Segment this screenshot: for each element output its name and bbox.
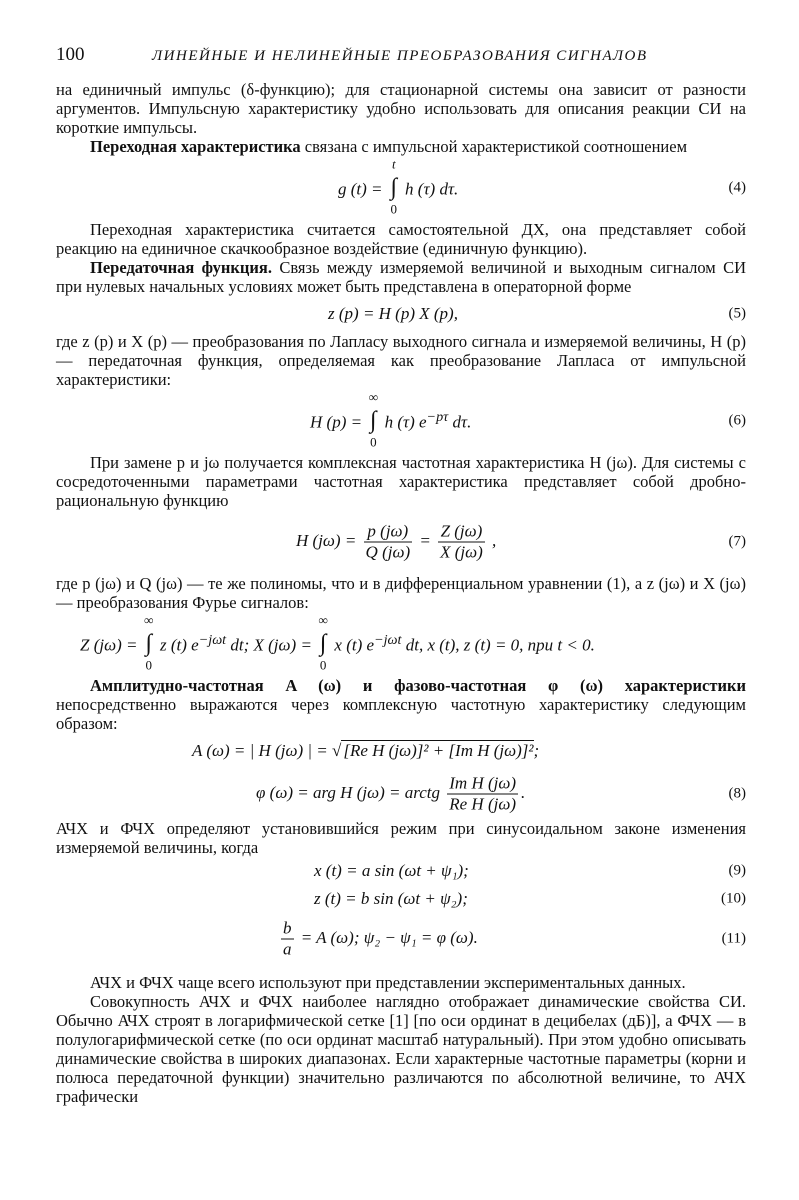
eq11-num: b — [283, 918, 292, 938]
paragraph-4-text: Связь между измеряемой величиной и выходным сигналом СИ при нулевых начальных условиях может быть представлена в операторной форме — [56, 258, 746, 296]
eq6-exponent: −pτ — [426, 408, 449, 425]
eq4-lower-limit: 0 — [390, 201, 398, 217]
equation-number-8: (8) — [728, 785, 746, 802]
eq8-line1: A (ω) = | H (jω) | = √ — [192, 741, 342, 760]
page-header — [56, 40, 746, 80]
eq8-line2: φ (ω) = arg H (jω) = arctg — [256, 782, 445, 802]
fraction — [364, 522, 413, 563]
paragraph-7: где p (jω) и Q (jω) — те же полиномы, что и в дифференциальном уравнении (1), а z (jω) и X (jω) — преобразования Фурье сигналов: — [56, 574, 746, 612]
paragraph-4 — [56, 258, 746, 296]
equation-number-11: (11) — [721, 930, 746, 947]
equation-5 — [56, 296, 746, 332]
eq8-semicolon: ; — [533, 741, 540, 760]
equation-number-6: (6) — [728, 412, 746, 429]
equation-number-10: (10) — [721, 890, 746, 907]
eq10-body: z (t) = b sin (ωt + ψ₂); — [314, 889, 468, 908]
equation-7 — [56, 510, 746, 574]
paragraph-3: Переходная характеристика считается самостоятельной ДХ, она представляет собой реакцию на единичное скачкообразное воздействие (единичную функцию). — [56, 220, 746, 258]
integral-sign: ∞ ∫ 0 — [366, 408, 380, 435]
eqF-e: dt, x (t), z (t) = 0, при t < 0. — [401, 635, 595, 655]
equation-10 — [56, 885, 746, 913]
integral-sign: ∞ ∫ 0 — [142, 631, 156, 658]
eqF-lower-limit-2: 0 — [319, 657, 327, 673]
term-transfer-function: Передаточная функция. — [90, 258, 272, 277]
eqF-c: dt; X (jω) = — [226, 635, 317, 655]
eq7-tail: , — [492, 530, 497, 550]
eq7-lhs: H (jω) = — [296, 530, 361, 550]
paragraph-11: Совокупность АЧХ и ФЧХ наиболее наглядно отображает динамические свойства СИ. Обычно АЧХ строят в логарифмической сетке [1] [по оси ординат в децибелах (дБ)], а ФЧХ — в полулогарифмической сетке (по оси ординат масштаб натуральный). При этом удобно описывать динамические свойства в широких диапазонах. Если характерные частотные параметры (корни и полюса передаточной функции) значительно различаются по абсолютной величине, то АЧХ графически — [56, 992, 746, 1106]
paragraph-5: где z (p) и X (p) — преобразования по Лапласу выходного сигнала и измеряемой величины, H (p) — передаточная функция, определяемая как преобразование Лапласа от импульсной характеристики: — [56, 332, 746, 389]
equation-number-4: (4) — [728, 179, 746, 196]
paragraph-9: АЧХ и ФЧХ определяют установившийся режим при синусоидальном законе изменения измеряемой величины, когда — [56, 819, 746, 857]
paragraph-8 — [56, 676, 746, 733]
equation-number-9: (9) — [728, 862, 746, 879]
eqF-exponent-2: −jωt — [374, 631, 402, 648]
eq9-body: x (t) = a sin (ωt + ψ₁); — [314, 861, 469, 880]
eq8-den: Re H (jω) — [449, 794, 517, 814]
eqF-lower-limit: 0 — [145, 657, 152, 673]
equation-9 — [56, 857, 746, 885]
page-number: 100 — [56, 44, 85, 65]
eq8-radicand: [Re H (jω)]² + [Im H (jω)]² — [343, 741, 534, 760]
paragraph-6: При замене p и jω получается комплексная частотная характеристика H (jω). Для системы с сосредоточенными параметрами частотная характеристика представляет собой дробно-рациональную функцию — [56, 453, 746, 510]
eqF-upper-limit-2: ∞ — [318, 612, 328, 628]
eq6-lower-limit: 0 — [370, 434, 377, 450]
paragraph-2-text: связана с импульсной характеристикой соотношением — [300, 137, 688, 156]
eq7-num1: p (jω) — [364, 522, 413, 543]
eq11-den: a — [283, 939, 292, 959]
paragraph-1: на единичный импульс (δ-функцию); для стационарной системы она зависит от разности аргументов. Импульсную характеристику удобно использовать для описания реакции СИ на короткие импульсы. — [56, 80, 746, 137]
eq8-tail: . — [521, 782, 526, 802]
eq6-lhs: H (p) = — [310, 412, 367, 432]
equation-8-line2 — [56, 769, 746, 819]
integral-sign: ∞ ∫ 0 — [316, 631, 330, 658]
running-title: ЛИНЕЙНЫЕ И НЕЛИНЕЙНЫЕ ПРЕОБРАЗОВАНИЯ СИГНАЛОВ — [152, 48, 648, 64]
eq7-den2: X (jω) — [440, 542, 483, 562]
equation-number-7: (7) — [728, 533, 746, 550]
equation-8-line1 — [56, 733, 746, 769]
eq7-mid: = — [419, 530, 436, 550]
eq7-num2: Z (jω) — [438, 522, 485, 543]
eqF-d: x (t) e — [334, 635, 375, 655]
fraction — [438, 522, 485, 563]
eq6-tail: dτ. — [448, 412, 472, 432]
eqF-upper-limit: ∞ — [144, 612, 154, 628]
eq6-upper-limit: ∞ — [368, 389, 378, 405]
fraction — [281, 919, 294, 960]
fraction — [447, 774, 518, 815]
page — [56, 40, 746, 1106]
paragraph-10: АЧХ и ФЧХ чаще всего используют при представлении экспериментальных данных. — [90, 973, 686, 992]
paragraph-2 — [56, 137, 746, 156]
term-step-response: Переходная характеристика — [90, 137, 301, 156]
eqF-exponent-1: −jωt — [198, 631, 227, 648]
eq4-rhs: h (τ) dτ. — [405, 179, 459, 199]
integral-sign: t ∫ 0 — [387, 175, 401, 202]
eq6-rhs: h (τ) e — [384, 412, 427, 432]
equation-11 — [56, 913, 746, 965]
eq7-den1: Q (jω) — [365, 542, 411, 562]
eqF-a: Z (jω) = — [80, 635, 142, 655]
eq4-upper-limit: t — [391, 156, 396, 172]
equation-number-5: (5) — [728, 305, 746, 322]
eqF-b: z (t) e — [159, 635, 199, 655]
equation-4 — [56, 156, 746, 220]
eq5-body: z (p) = H (p) X (p), — [328, 304, 458, 323]
paragraph-8-text: непосредственно выражаются через комплексную частотную характеристику следующим образом: — [56, 695, 746, 733]
equation-6 — [56, 389, 746, 453]
eq11-body: = A (ω); ψ₂ − ψ₁ = φ (ω). — [296, 927, 478, 947]
eq4-lhs: g (t) = — [338, 179, 387, 199]
equation-fourier — [56, 612, 746, 676]
eq8-num: Im H (jω) — [449, 773, 517, 793]
term-amplitude-phase: Амплитудно-частотная A (ω) и фазово-частотная φ (ω) характеристики — [90, 676, 746, 695]
